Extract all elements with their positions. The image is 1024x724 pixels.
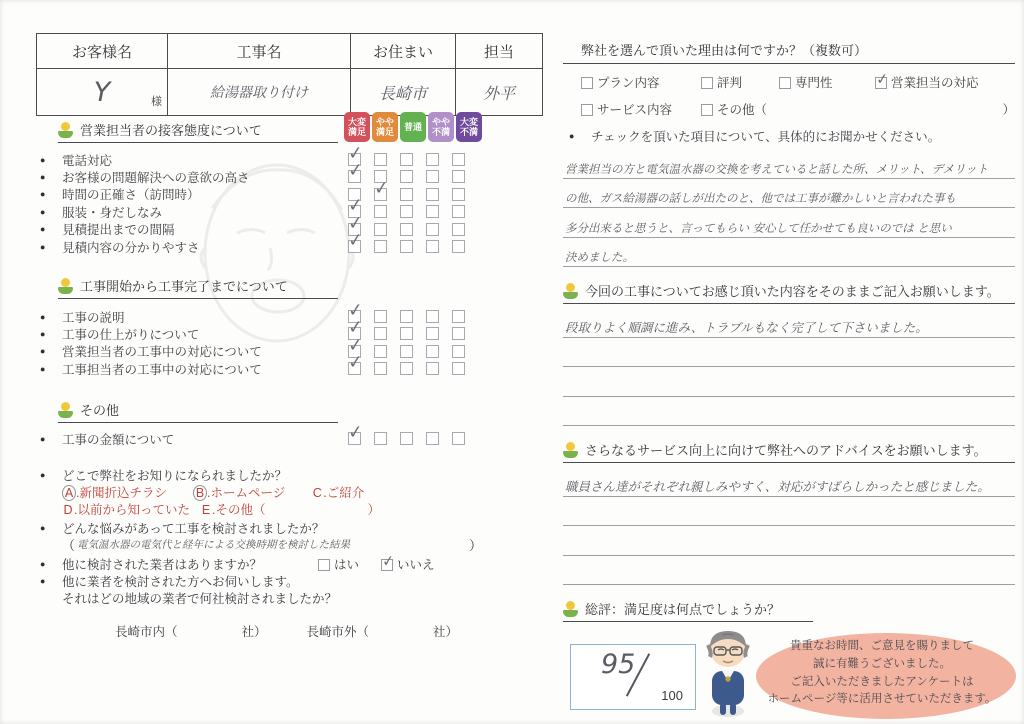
ruled-line (563, 497, 1015, 527)
checkbox (426, 310, 439, 323)
checkbox (426, 223, 439, 236)
checkbox (581, 104, 593, 116)
badge-line: 大変 (347, 117, 366, 127)
checkbox (348, 362, 361, 375)
option-e (200, 500, 265, 518)
table-header-row (37, 34, 543, 69)
overall-section-head (563, 599, 813, 622)
checkbox (426, 432, 439, 445)
bullet-icon: ● (569, 131, 575, 141)
thanks-line: ご記入いただきましたアンケートは (790, 675, 974, 688)
bullet-icon: ● (40, 241, 46, 252)
customer-name-cell (37, 69, 168, 116)
badge-line: 不満 (431, 127, 450, 137)
item-label: 工事の仕上がりについて (62, 328, 200, 343)
checkbox (452, 205, 465, 218)
staff-handwritten: 外平 (482, 83, 515, 103)
handwritten-line: 多分出来ると思うと、言ってもらい 安心して任かせても良いのでは と思い (565, 220, 952, 235)
option-label: プラン内容 (597, 76, 660, 90)
bullet-icon: ● (40, 172, 46, 183)
checkbox (452, 327, 465, 340)
checkbox (374, 223, 387, 236)
checkbox (452, 188, 465, 201)
badge-line: 不満 (459, 127, 478, 137)
yesno-choices (318, 555, 435, 573)
rating-checkboxes (348, 170, 465, 183)
section-other-head (58, 400, 338, 423)
question-source (40, 466, 510, 483)
ruled-line (563, 367, 1015, 397)
handwritten-line: 職員さん達がそれぞれ親しみやすく、対応がすばらしかったと感じました。 (565, 478, 990, 494)
option-label: 専門性 (795, 76, 833, 90)
region-outside-label: 長崎市外（ (306, 625, 370, 639)
checkbox (581, 77, 593, 89)
rating-scale-badges (344, 112, 482, 142)
section-title: その他 (80, 403, 120, 418)
checkbox (374, 188, 387, 201)
project-name-cell (168, 69, 351, 116)
item-label: 服装・身だしなみ (62, 205, 163, 220)
reason-option (779, 73, 875, 91)
bullet-icon: ● (40, 329, 46, 340)
badge-neutral (400, 112, 426, 142)
checkbox (400, 327, 413, 340)
question-text: どこで弊社をお知りになられましたか？ (62, 468, 288, 483)
close-paren: ） (367, 502, 380, 517)
checkbox-yes (318, 559, 330, 571)
flower-icon (563, 601, 578, 618)
option-a (62, 483, 167, 501)
bullet-icon: ● (40, 224, 46, 235)
handwritten-line: の他、ガス給湯器の話しが出たのと、他では工事が難かしいと言われた事も (565, 191, 956, 205)
ruled-line (563, 149, 1015, 179)
survey-item-row (40, 360, 490, 377)
customer-info-table (36, 33, 543, 116)
checkbox (400, 205, 413, 218)
checkbox (374, 327, 387, 340)
checkbox (701, 77, 713, 89)
option-letter-c: C (312, 485, 322, 500)
source-options-row2 (62, 500, 380, 517)
checkbox (400, 240, 413, 253)
option-label: その他（ (717, 103, 768, 117)
checkbox (452, 362, 465, 375)
rating-checkboxes (348, 188, 465, 201)
bullet-icon: ● (40, 189, 46, 200)
reason-option (581, 73, 701, 91)
handwritten-line: 段取りよく順調に進み、トラブルもなく完了して下さいました。 (565, 319, 928, 335)
rating-checkboxes (348, 205, 465, 218)
question-text: それはどの地域の業者で何社検討されましたか？ (62, 591, 338, 606)
residence-handwritten: 長崎市 (378, 83, 427, 103)
checkbox (374, 205, 387, 218)
section-title: 工事開始から工事完了までについて (80, 279, 288, 294)
badge-line: やや (375, 117, 394, 127)
ruled-line (563, 526, 1015, 556)
checkbox (452, 223, 465, 236)
question-competitors (40, 555, 510, 572)
reason-option (701, 100, 767, 118)
impressions-section-head (563, 281, 1015, 304)
checkbox (374, 432, 387, 445)
checkbox (374, 240, 387, 253)
choice-label: はい (334, 558, 360, 572)
questions-block (40, 466, 510, 640)
region-inside-suffix: 社） (241, 625, 267, 639)
staff-cell (456, 69, 543, 116)
checkbox (348, 170, 361, 183)
bullet-icon: ● (40, 206, 46, 217)
close-paren: ） (468, 538, 482, 553)
reason-answer-lines (563, 149, 1015, 267)
advice-answer-lines (563, 467, 1015, 585)
checkbox (452, 345, 465, 358)
checkbox (374, 153, 387, 166)
bullet-icon: ● (40, 363, 46, 374)
checkbox (701, 104, 713, 116)
other-items (40, 430, 490, 447)
checkbox (452, 153, 465, 166)
item-label: 見積内容の分かりやすさ (62, 240, 200, 255)
survey-item-row (40, 151, 490, 168)
impressions-answer-lines (563, 308, 1015, 426)
checkbox (426, 205, 439, 218)
section-title: さらなるサービス向上に向けて弊社へのアドバイスをお願いします。 (585, 443, 987, 458)
bullet-icon: ● (40, 575, 46, 586)
checkbox (400, 345, 413, 358)
survey-item-row (40, 325, 490, 342)
question-text: 他に検討された業者はありますか？ (62, 557, 263, 572)
bullet-icon: ● (40, 522, 46, 533)
option-label: .ホームページ (206, 485, 286, 500)
item-label: 工事の説明 (62, 310, 125, 325)
badge-very-satisfied (344, 112, 370, 142)
honorific-label: 様 (151, 96, 162, 108)
option-label: .新聞折込チラシ (76, 485, 167, 500)
question-text: 他に業者を検討された方へお伺いします。 (62, 574, 299, 589)
prompt-text: チェックを頂いた項目について、具体的にお聞かせください。 (591, 130, 941, 144)
checkbox (374, 345, 387, 358)
checkbox (400, 432, 413, 445)
checkbox (374, 310, 387, 323)
option-letter-a: A (62, 485, 76, 501)
customer-name-handwritten: Y (93, 76, 111, 108)
bullet-icon: ● (40, 346, 46, 357)
reason-option (581, 100, 701, 118)
section-title: 今回の工事についてお感じ頂いた内容をそのままご記入お願いします。 (585, 284, 1000, 299)
checkbox (452, 432, 465, 445)
thanks-message (740, 638, 1024, 709)
checkbox (452, 240, 465, 253)
checkbox (452, 170, 465, 183)
section-title: 総評：満足度は何点でしょうか？ (585, 602, 781, 617)
survey-item-row (40, 308, 490, 325)
source-options-row1 (62, 483, 510, 500)
badge-line: 満足 (347, 127, 366, 137)
rating-checkboxes (348, 153, 465, 166)
thanks-line: 貴重なお時間、ご意見を賜りまして (790, 640, 974, 652)
rating-checkboxes (348, 223, 465, 236)
question-region-1 (40, 572, 510, 589)
choice-no (381, 555, 435, 573)
region-answer-line (115, 622, 510, 640)
flower-icon (563, 442, 578, 459)
thanks-line: ホームページ等に活用させていただきます。 (767, 693, 997, 706)
checkbox (426, 240, 439, 253)
checkbox (400, 153, 413, 166)
region-outside-suffix: 社） (433, 625, 459, 639)
right-column (563, 40, 1015, 622)
option-letter-b: B (193, 485, 207, 501)
open-paren: （ (62, 538, 76, 553)
checkbox (426, 327, 439, 340)
survey-item-row (40, 168, 490, 185)
close-paren: ） (1002, 103, 1015, 117)
option-b (193, 483, 285, 501)
option-letter-e: E (201, 502, 211, 517)
item-label: 電話対応 (62, 153, 113, 168)
ruled-line (563, 338, 1015, 368)
score-box (570, 644, 696, 710)
service-attitude-items (40, 151, 490, 255)
ruled-line (563, 238, 1015, 268)
checkbox (348, 432, 361, 445)
ruled-line (563, 208, 1015, 238)
choice-label: いいえ (397, 558, 435, 572)
item-label: お客様の問題解決への意欲の高さ (62, 171, 250, 186)
survey-item-row (40, 430, 490, 447)
checkbox (426, 153, 439, 166)
question-concern (40, 519, 510, 536)
choice-yes (318, 555, 359, 573)
flower-icon (58, 402, 73, 419)
title-underline (563, 63, 1015, 64)
option-label: 評判 (717, 76, 743, 90)
project-name-handwritten: 給湯器取り付け (210, 85, 308, 101)
badge-line: 大変 (459, 117, 478, 127)
option-letter-d: D (63, 502, 73, 517)
checkbox (400, 310, 413, 323)
option-label: 営業担当の対応 (891, 76, 979, 90)
bullet-icon: ● (40, 469, 46, 480)
survey-item-row (40, 221, 490, 238)
checkbox (452, 310, 465, 323)
handwritten-line: 営業担当の方と電気温水器の交換を考えていると話した所、メリット、デメリット (565, 161, 989, 176)
section-construction-head (58, 276, 338, 299)
badge-line: 普通 (403, 122, 422, 132)
checkbox (426, 170, 439, 183)
col-staff: 担当 (456, 34, 543, 69)
reason-options-row2 (563, 100, 1015, 118)
bullet-icon: ● (40, 311, 46, 322)
col-residence: お住まい (351, 34, 456, 69)
concern-answer-handwritten: 電気温水器の電気代と経年による交換時期を検討した結果 (77, 539, 351, 551)
checkbox (400, 223, 413, 236)
score-handwritten: 95 (601, 649, 636, 680)
detail-prompt (563, 127, 1015, 145)
item-label: 工事担当者の工事中の対応について (62, 362, 262, 377)
concern-answer-line (62, 536, 482, 553)
rating-checkboxes (348, 240, 465, 253)
flower-icon (58, 278, 73, 295)
badge-line: 満足 (375, 127, 394, 137)
badge-very-dissatisfied (456, 112, 482, 142)
checkbox (779, 77, 791, 89)
question-region-2 (62, 589, 510, 606)
section-service-attitude-head (58, 120, 338, 143)
reason-options-row1 (563, 73, 1015, 91)
rating-checkboxes (348, 310, 465, 323)
thanks-line: 誠に有難うございました。 (813, 657, 951, 670)
flower-icon (563, 283, 578, 300)
badge-line: やや (431, 117, 450, 127)
option-label: .ご紹介 (323, 485, 365, 500)
section-title: 営業担当者の接客態度について (80, 123, 262, 138)
survey-item-row (40, 203, 490, 220)
checkbox (400, 170, 413, 183)
rating-checkboxes (348, 345, 465, 358)
checkbox (374, 362, 387, 375)
bullet-icon: ● (40, 154, 46, 165)
survey-item-row (40, 186, 490, 203)
survey-item-row (40, 343, 490, 360)
col-project-name: 工事名 (168, 34, 351, 69)
checkbox-no (381, 559, 393, 571)
reason-section-title: 弊社を選んで頂いた理由は何ですか？（複数可） (581, 43, 868, 58)
bullet-icon: ● (40, 433, 46, 444)
question-text: どんな悩みがあって工事を検討されましたか？ (62, 521, 325, 536)
option-c (311, 483, 364, 501)
reason-option (701, 73, 779, 91)
item-label: 工事の金額について (62, 432, 175, 447)
ruled-line (563, 308, 1015, 338)
ruled-line (563, 397, 1015, 427)
advice-section-head (563, 440, 1015, 463)
ruled-line (563, 467, 1015, 497)
handwritten-line: 決めました。 (565, 250, 634, 264)
bullet-icon: ● (40, 558, 46, 569)
badge-somewhat-satisfied (372, 112, 398, 142)
checkbox (426, 345, 439, 358)
badge-somewhat-dissatisfied (428, 112, 454, 142)
rating-checkboxes (348, 327, 465, 340)
option-d (62, 500, 190, 518)
flower-icon (58, 122, 73, 139)
option-label: .以前から知っていた (74, 502, 190, 517)
ruled-line (563, 556, 1015, 586)
checkbox (400, 188, 413, 201)
rating-checkboxes (348, 362, 465, 375)
checkbox (875, 77, 887, 89)
col-customer-name: お客様名 (37, 34, 168, 69)
item-label: 見積提出までの間隔 (62, 223, 175, 238)
construction-items (40, 308, 490, 378)
region-inside-label: 長崎市内（ (115, 625, 178, 639)
checkbox (400, 362, 413, 375)
rating-checkboxes (348, 432, 465, 445)
residence-cell (351, 69, 456, 116)
table-value-row (37, 69, 543, 116)
option-label: サービス内容 (597, 103, 673, 117)
option-label: .その他（ (211, 502, 266, 517)
checkbox (426, 362, 439, 375)
ruled-line (563, 179, 1015, 209)
item-label: 営業担当者の工事中の対応について (62, 345, 262, 360)
item-label: 時間の正確さ（訪問時） (62, 188, 200, 203)
score-max-label: 100 (661, 688, 683, 703)
reason-option (875, 73, 979, 91)
checkbox (348, 240, 361, 253)
survey-item-row (40, 238, 490, 255)
checkbox (426, 188, 439, 201)
